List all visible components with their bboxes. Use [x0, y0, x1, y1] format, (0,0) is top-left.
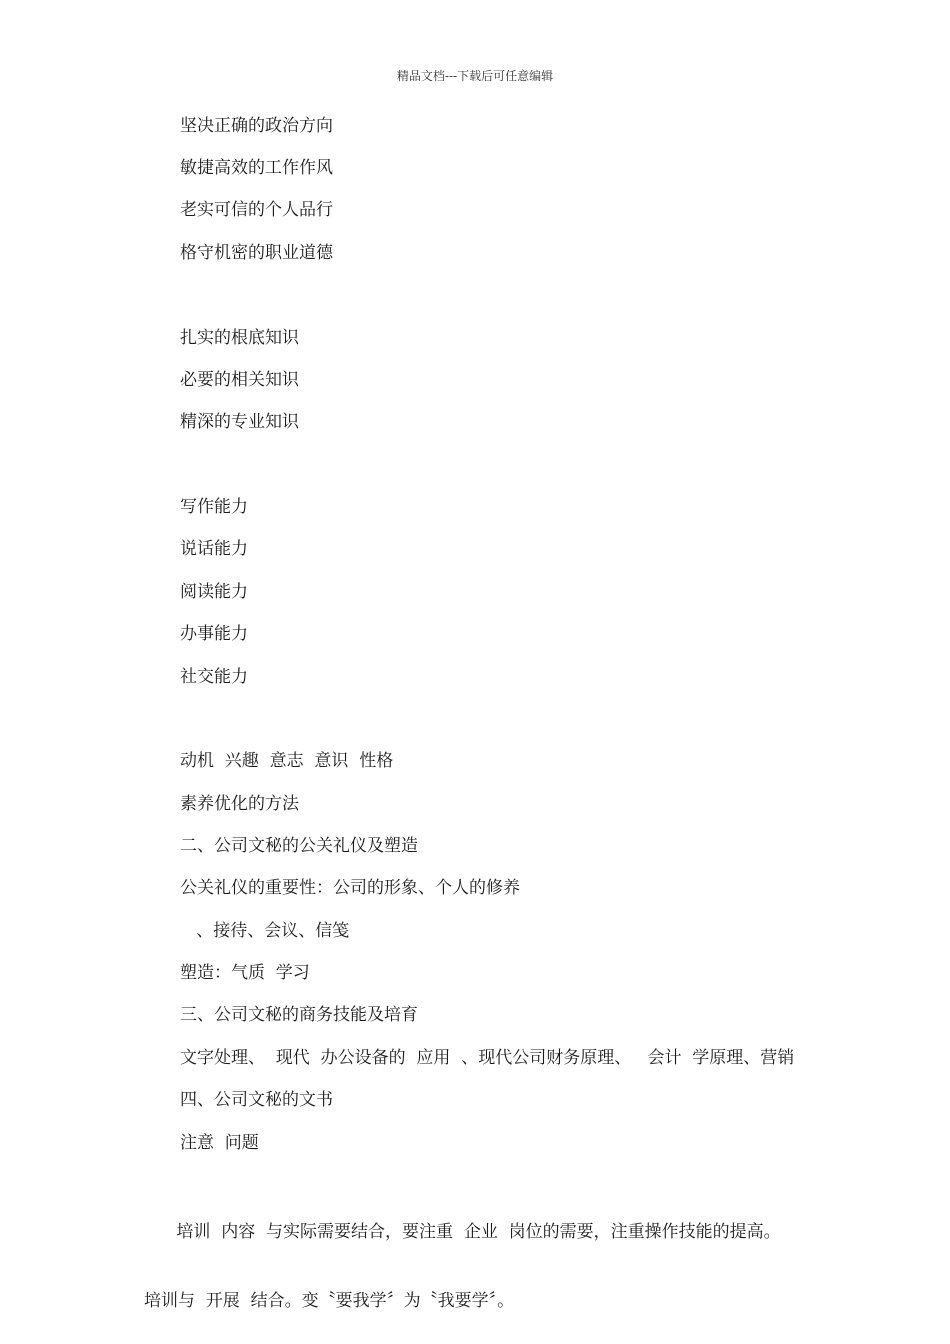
page-header: 精品文档---下载后可任意编辑 — [396, 69, 554, 83]
text-line: 文字处理、 现代 办公设备的 应用 、现代公司财务原理、 会计 学原理、营销 — [180, 1048, 795, 1068]
text-line: 动机 兴趣 意志 意识 性格 — [180, 751, 394, 771]
text-line: 扎实的根底知识 — [180, 328, 299, 348]
section-heading: 二、公司文秘的公关礼仪及塑造 — [180, 836, 418, 856]
text-line: 写作能力 — [180, 497, 248, 517]
section-heading: 三、公司文秘的商务技能及培育 — [180, 1005, 418, 1025]
text-line: 必要的相关知识 — [180, 370, 299, 390]
text-line: 社交能力 — [180, 667, 248, 687]
paragraph-line: 培训与 开展 结合。变〝要我学〞为〝我要学〞。 — [144, 1291, 515, 1311]
text-line: 说话能力 — [180, 539, 248, 559]
text-line: 公关礼仪的重要性：公司的形象、个人的修养 — [180, 878, 520, 898]
text-line: 素养优化的方法 — [180, 794, 299, 814]
section-heading: 四、公司文秘的文书 — [180, 1090, 333, 1110]
text-line: 、接待、会议、信笺 — [180, 921, 350, 941]
text-line: 塑造：气质 学习 — [180, 963, 310, 983]
text-line: 敏捷高效的工作作风 — [180, 158, 333, 178]
paragraph-line: 培训 内容 与实际需要结合，要注重 企业 岗位的需要，注重操作技能的提高。 — [144, 1222, 781, 1242]
text-line: 办事能力 — [180, 624, 248, 644]
text-line: 老实可信的个人品行 — [180, 200, 333, 220]
text-line: 注意 问题 — [180, 1133, 259, 1153]
text-line: 格守机密的职业道德 — [180, 243, 333, 263]
body-paragraph — [144, 1175, 804, 1336]
text-line: 阅读能力 — [180, 582, 248, 602]
text-line: 坚决正确的政治方向 — [180, 116, 333, 136]
text-line: 精深的专业知识 — [180, 412, 299, 432]
